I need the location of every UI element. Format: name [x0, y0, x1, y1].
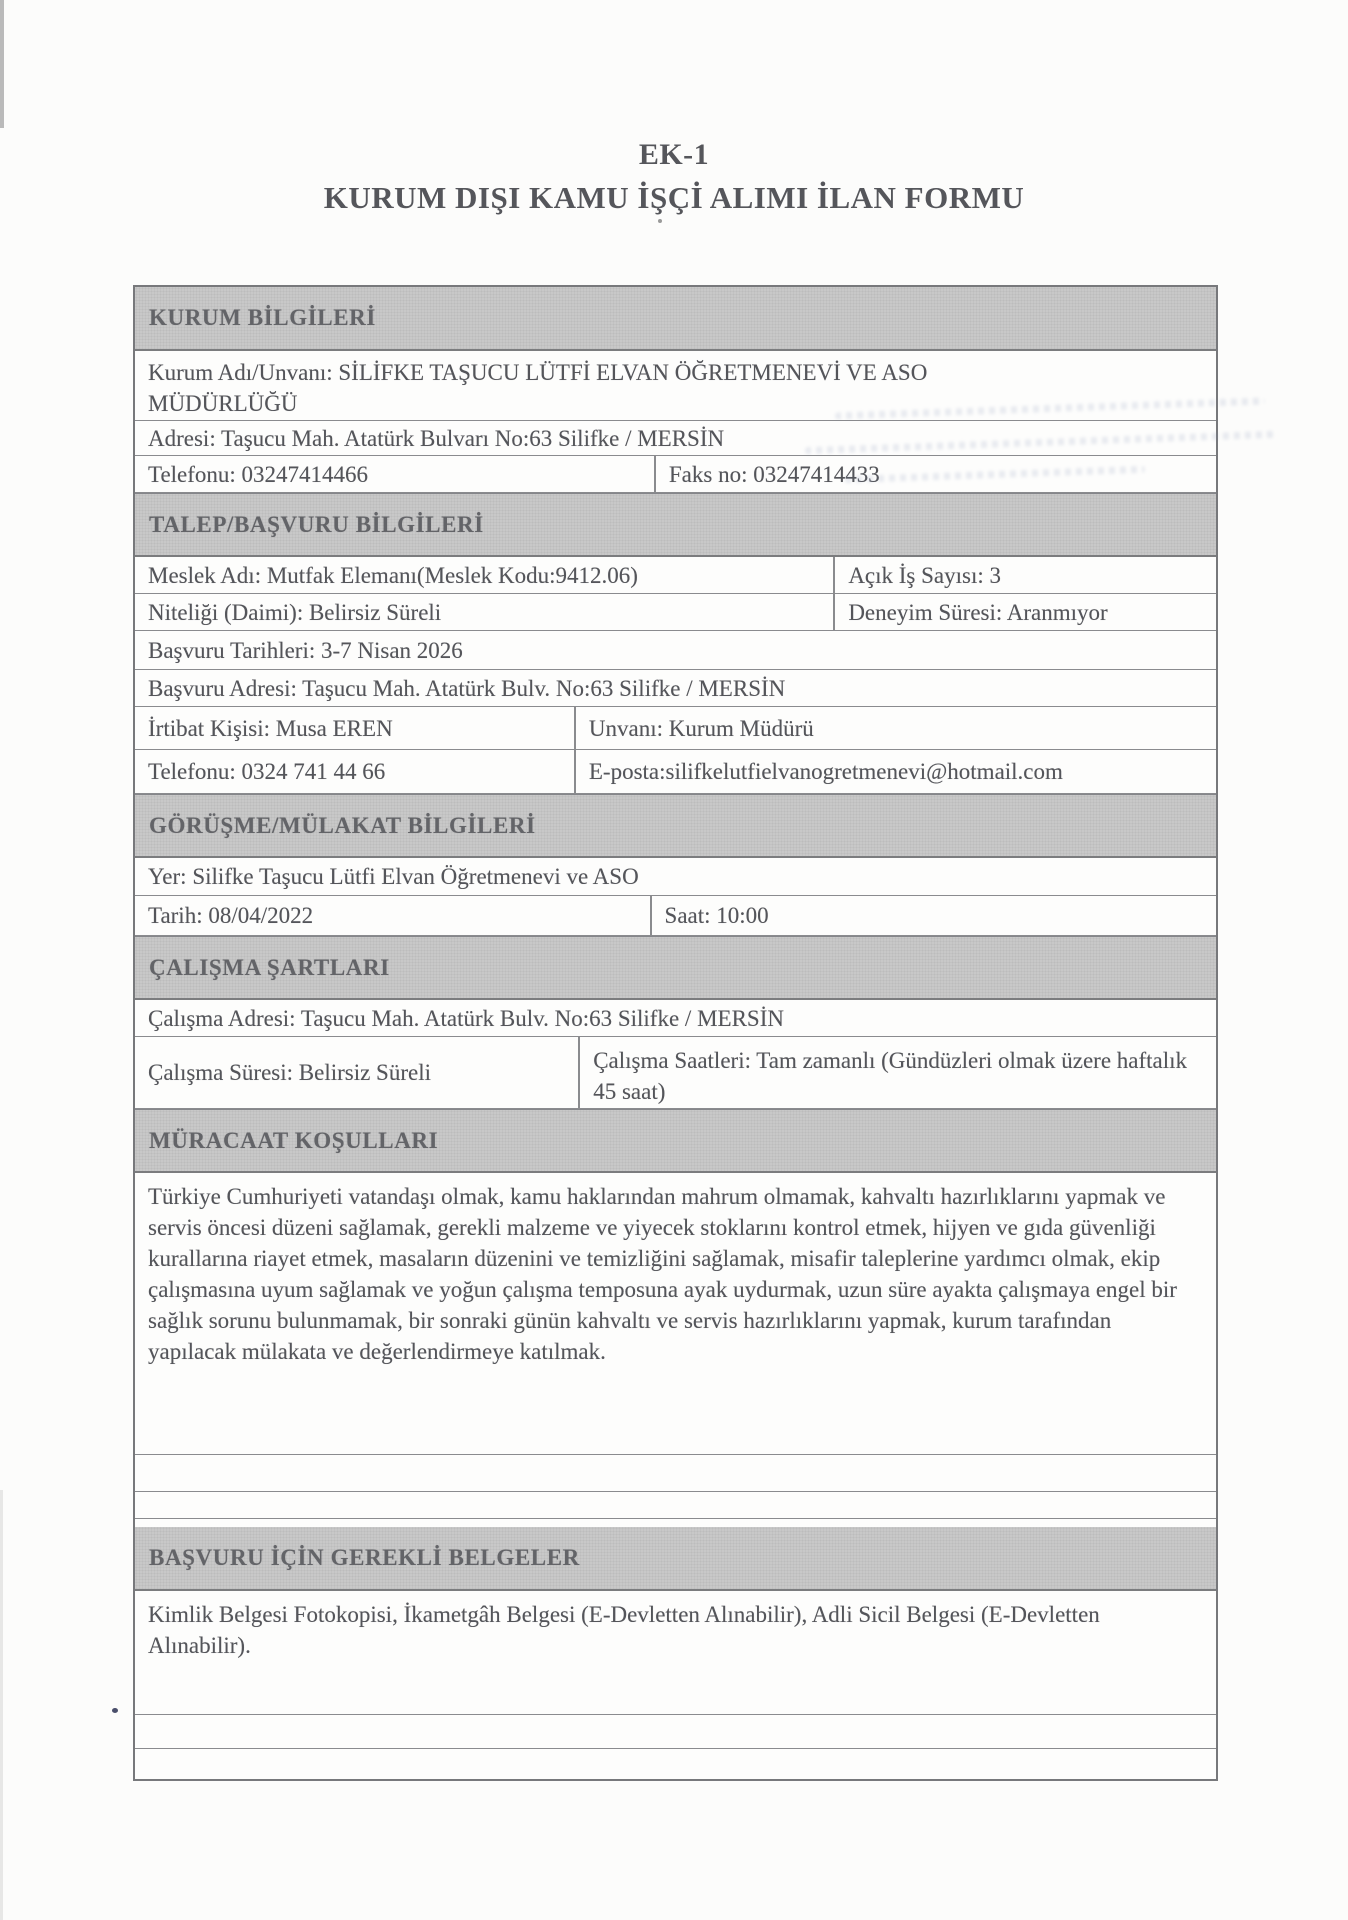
- field-irtibat-telefon: Telefonu: 0324 741 44 66: [148, 759, 386, 784]
- section-header-kurum-bilgileri: [135, 287, 1216, 351]
- field-mulakat-yer: Yer: Silifke Taşucu Lütfi Elvan Öğretmenevi ve ASO: [148, 864, 639, 889]
- row-basvuru-tarihleri: [135, 631, 1216, 670]
- field-mulakat-tarih: Tarih: 08/04/2022: [148, 903, 314, 928]
- empty-row: [135, 1455, 1216, 1492]
- empty-cell: [135, 1492, 1216, 1518]
- field-eposta: E-posta:silifkelutfielvanogretmenevi@hotmail.com: [574, 750, 1216, 793]
- empty-row: [135, 1715, 1216, 1749]
- recruitment-form-table: [133, 285, 1218, 1781]
- row-kurum-adi: [135, 351, 1216, 421]
- field-basvuru-adresi: Başvuru Adresi: Taşucu Mah. Atatürk Bulv. No:63 Silifke / MERSİN: [148, 675, 786, 701]
- section-header-gorusme-mulakat: [135, 794, 1216, 858]
- empty-row: [135, 1749, 1216, 1779]
- field-irtibat-kisisi: İrtibat Kişisi: Musa EREN: [148, 715, 393, 741]
- field-adres: Adresi: Taşucu Mah. Atatürk Bulvarı No:63 Silifke / MERSİN: [148, 425, 725, 451]
- field-meslek-adi: Meslek Adı: Mutfak Elemanı(Meslek Kodu:9412.06): [148, 562, 638, 588]
- empty-cell: [135, 1749, 1216, 1779]
- section-title: BAŞVURU İÇİN GEREKLİ BELGELER: [149, 1545, 580, 1570]
- row-meslek: [135, 557, 1216, 594]
- field-faks: Faks no: 03247414433: [654, 456, 1216, 492]
- section-title: ÇALIŞMA ŞARTLARI: [149, 954, 390, 980]
- field-basvuru-tarihleri: Başvuru Tarihleri: 3-7 Nisan 2026: [148, 637, 463, 663]
- field-unvan: Unvanı: Kurum Müdürü: [574, 707, 1216, 749]
- form-title: KURUM DIŞI KAMU İŞÇİ ALIMI İLAN FORMU: [323, 180, 1025, 215]
- row-calisma-adresi: [135, 1000, 1216, 1037]
- row-mulakat-tarih-saat: [135, 896, 1216, 936]
- section-header-calisma-sartlari: [135, 936, 1216, 1000]
- section-title: KURUM BİLGİLERİ: [149, 305, 376, 330]
- row-telefon-faks: [135, 456, 1216, 493]
- scan-edge-artifact: [0, 1490, 3, 1920]
- section-header-gerekli-belgeler: [135, 1519, 1216, 1591]
- field-calisma-suresi: Çalışma Süresi: Belirsiz Süreli: [148, 1060, 431, 1085]
- text-muracaat-kosullari: Türkiye Cumhuriyeti vatandaşı olmak, kamu haklarından mahrum olmamak, kahvaltı hazırlıklarını yapmak ve servis öncesi düzeni sağlamak, gerekli malzeme ve yiyecek stoklarını kontrol etmek, hijyen ve gıda güvenliği kurallarına riayet etmek, masaların düzenini ve temizliğini sağlamak, misafir taleplerine yardımcı olmak, ekip çalışmasına uyum sağlamak ve yoğun çalışma temposuna ayak uydurmak, uzun süre ayakta çalışmaya engel bir sağlık sorunu bulunmamak, bir sonraki günün kahvaltı ve servis hazırlıklarını yapmak, kurum tarafından yapılacak mülakata ve değerlendirmeye katılmak.: [148, 1184, 1177, 1364]
- text-gerekli-belgeler: Kimlik Belgesi Fotokopisi, İkametgâh Belgesi (E-Devletten Alınabilir), Adli Sicil Belgesi (E-Devletten Alınabilir).: [148, 1602, 1100, 1658]
- annex-label: EK-1: [638, 138, 710, 171]
- document-title-block: [0, 134, 1348, 220]
- field-mulakat-saat: Saat: 10:00: [650, 896, 1216, 935]
- section-title: GÖRÜŞME/MÜLAKAT BİLGİLERİ: [149, 812, 536, 838]
- section-header-muracaat-kosullari: [135, 1109, 1216, 1173]
- empty-cell: [135, 1715, 1216, 1748]
- scan-speck: [112, 1708, 118, 1713]
- row-mulakat-yer: [135, 858, 1216, 896]
- field-deneyim-suresi: Deneyim Süresi: Aranmıyor: [833, 594, 1216, 630]
- field-calisma-saatleri: Çalışma Saatleri: Tam zamanlı (Gündüzleri olmak üzere haftalık 45 saat): [578, 1037, 1216, 1108]
- row-belgeler-text: [135, 1591, 1216, 1715]
- row-muracaat-text: [135, 1173, 1216, 1455]
- section-title: MÜRACAAT KOŞULLARI: [149, 1127, 439, 1153]
- row-adres: [135, 421, 1216, 456]
- row-basvuru-adresi: [135, 670, 1216, 707]
- field-nitelik: Niteliği (Daimi): Belirsiz Süreli: [148, 599, 442, 625]
- section-title: TALEP/BAŞVURU BİLGİLERİ: [149, 511, 484, 537]
- row-calisma-sure-saat: [135, 1037, 1216, 1109]
- field-telefon: Telefonu: 03247414466: [148, 461, 369, 487]
- empty-row: [135, 1492, 1216, 1519]
- row-irtibat-telefon-eposta: [135, 750, 1216, 794]
- section-header-talep-basvuru: [135, 493, 1216, 557]
- empty-cell: [135, 1455, 1216, 1491]
- field-calisma-adresi: Çalışma Adresi: Taşucu Mah. Atatürk Bulv. No:63 Silifke / MERSİN: [148, 1005, 784, 1031]
- field-acik-is-sayisi: Açık İş Sayısı: 3: [833, 557, 1216, 593]
- row-irtibat: [135, 707, 1216, 750]
- scan-edge-artifact: [0, 0, 4, 128]
- field-kurum-adi: Kurum Adı/Unvanı: SİLİFKE TAŞUCU LÜTFİ ELVAN ÖĞRETMENEVİ VE ASO MÜDÜRLÜĞÜ: [148, 360, 928, 416]
- row-nitelik: [135, 594, 1216, 631]
